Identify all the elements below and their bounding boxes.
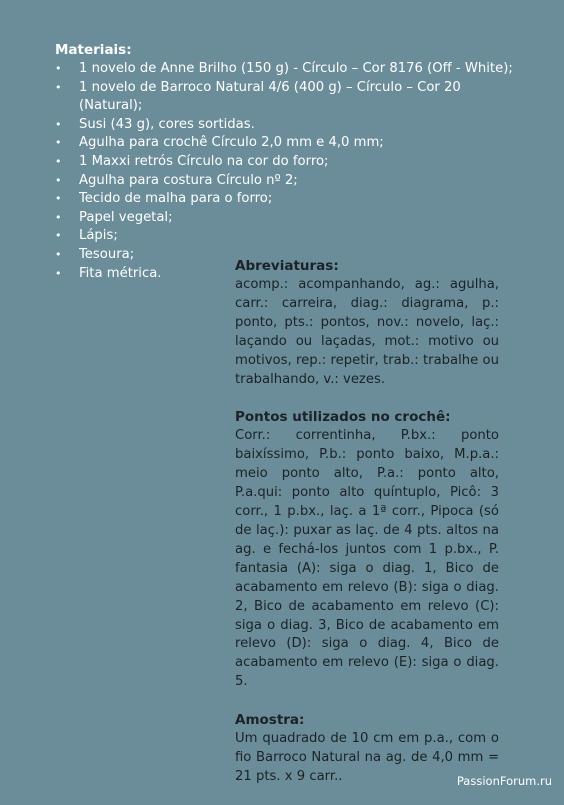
bullet: • [55, 154, 62, 168]
list-item-text: Fita métrica. [79, 265, 162, 281]
list-item [55, 227, 525, 246]
sample-text: Um quadrado de 10 cm em p.a., com o fio Barroco Natural na ag. de 4,0 mm = 21 pts. x 9 carr.. [235, 731, 499, 784]
list-item-text: Susi (43 g), cores sortidas. [79, 116, 255, 132]
stitches-text: Corr.: correntinha, P.bx.: ponto baixíssimo, P.b.: ponto baixo, M.p.a.: meio ponto alto, P.a.: ponto alto, P.a.qui: ponto alto quíntuplo, Picô: 3 corr., 1 p.bx., laç. a 1ª corr., Pipoca (só de laç.): puxar as laç. de 4 pts. altos na ag. e fechá-los juntos com 1 p.bx., P. fantasia (A): siga o diag. 1, Bico de acabamento em relevo (B): siga o diag. 2, Bico de acabamento em relevo (C): siga o diag. 3, Bico de acabamento em relevo (D): siga o diag. 4, Bico de acabamento em relevo (E): siga o diag. 5. [235, 428, 499, 690]
list-item-text: Papel vegetal; [79, 209, 173, 225]
bullet: • [55, 117, 62, 131]
watermark: PassionForum.ru [456, 774, 552, 788]
bullet: • [55, 62, 62, 75]
bullet: • [55, 136, 62, 150]
list-item [55, 60, 525, 79]
abbreviations-section [235, 256, 499, 389]
list-item [55, 79, 525, 116]
abbreviations-title: Abreviaturas: [235, 258, 339, 274]
bullet: • [55, 266, 62, 280]
bullet: • [55, 192, 62, 206]
sample-title: Amostra: [235, 712, 305, 729]
list-item-text: Agulha para crochê Círculo 2,0 mm e 4,0 mm; [79, 135, 384, 151]
list-item [55, 190, 525, 209]
materials-section [55, 40, 525, 283]
list-item-text: 1 Maxxi retrós Círculo na cor do forro; [79, 153, 329, 169]
bullet: • [55, 229, 62, 243]
materials-list [55, 60, 525, 283]
bullet: • [55, 173, 62, 187]
list-item-text: 1 novelo de Barroco Natural 4/6 (400 g) – Círculo – Cor 20 (Natural); [79, 79, 461, 114]
stitches-section [235, 407, 499, 692]
list-item [55, 116, 525, 135]
bullet: • [55, 210, 62, 224]
list-item-text: Lápis; [79, 228, 118, 244]
abbreviations-text: acomp.: acompanhando, ag.: agulha, carr.: carreira, diag.: diagrama, p.: ponto, pts.: pontos, nov.: novelo, laç.: laçando ou laçadas, mot.: motivo ou motivos, rep.: repetir, trab.: trabalhe ou trabalhando, v.: vezes. [235, 277, 499, 387]
right-column [235, 256, 499, 805]
bullet: • [55, 247, 62, 261]
list-item-text: 1 novelo de Anne Brilho (150 g) - Círculo – Cor 8176 (Off - White); [79, 61, 513, 76]
list-item [55, 209, 525, 228]
list-item [55, 172, 525, 191]
bullet: • [55, 80, 62, 94]
list-item-text: Tecido de malha para o forro; [79, 191, 273, 207]
list-item-text: Tesoura; [79, 246, 135, 262]
materials-title: Materiais: [55, 42, 132, 58]
list-item [55, 153, 525, 172]
list-item [55, 134, 525, 153]
stitches-title: Pontos utilizados no crochê: [235, 409, 451, 426]
list-item-text: Agulha para costura Círculo nº 2; [79, 172, 298, 188]
